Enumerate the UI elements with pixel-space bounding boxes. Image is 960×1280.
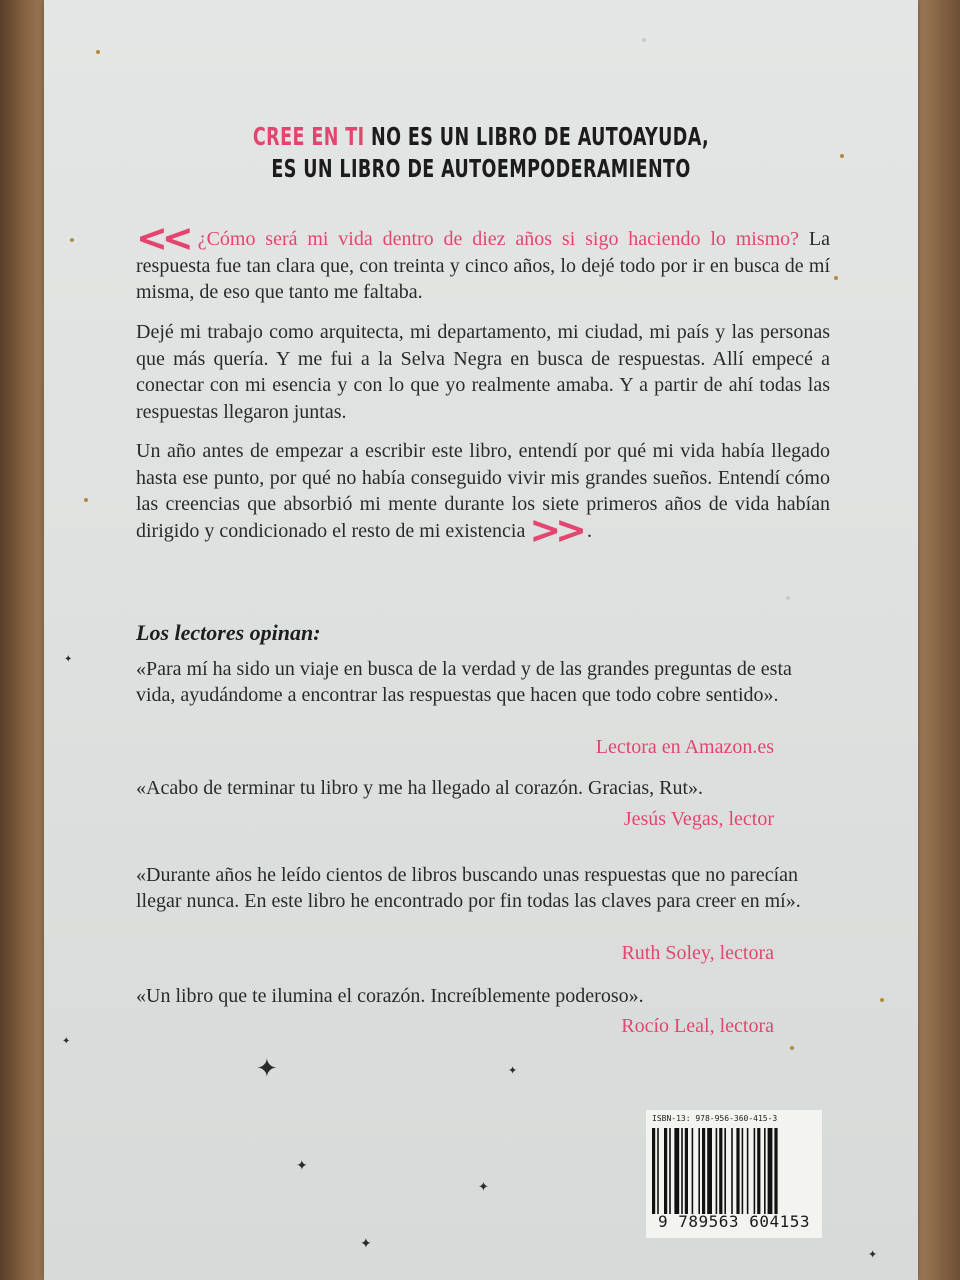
isbn-label: ISBN-13: 978-956-360-415-3	[652, 1114, 778, 1123]
barcode	[646, 1110, 822, 1238]
heading-line1-rest: NO ES UN LIBRO DE AUTOAYUDA,	[364, 122, 710, 151]
gold-dot-decoration	[70, 238, 74, 242]
open-quote-icon: <<	[136, 216, 188, 260]
barcode-bar	[742, 1128, 744, 1214]
cover-heading-line2: ES UN LIBRO DE AUTOEMPODERAMIENTO	[271, 154, 691, 183]
cover-heading-line1	[140, 122, 822, 151]
gold-dot-decoration	[642, 38, 646, 42]
gold-dot-decoration	[96, 50, 100, 54]
star-icon: ✦	[296, 1158, 308, 1174]
table-surface-left	[0, 0, 46, 1280]
barcode-bar	[731, 1128, 733, 1214]
barcode-bar	[774, 1128, 777, 1214]
review-3-text: «Durante años he leído cientos de libros buscando unas respuestas que no parecían llegar nunca. En este libro he encontrado por fin todas las claves para creer en mí».	[136, 864, 801, 912]
barcode-bar	[716, 1128, 718, 1214]
star-icon: ✦	[256, 1054, 278, 1084]
close-quote-icon: >>	[529, 507, 582, 552]
readers-section-title: Los lectores opinan:	[136, 620, 321, 645]
barcode-bar	[724, 1128, 726, 1214]
star-icon: ✦	[64, 654, 73, 665]
quote-paragraph-3	[136, 438, 830, 552]
barcode-bar	[664, 1128, 667, 1214]
barcode-bar	[736, 1128, 739, 1214]
barcode-bar	[757, 1128, 760, 1214]
quote-question: ¿Cómo será mi vida dentro de diez años si sigo haciendo lo mismo?	[197, 228, 800, 250]
barcode-bar	[657, 1128, 659, 1214]
barcode-bar	[764, 1128, 766, 1214]
barcode-bar	[719, 1128, 722, 1214]
barcode-bar	[754, 1128, 756, 1214]
star-icon: ✦	[62, 1036, 71, 1047]
barcode-bar	[747, 1128, 749, 1214]
gold-dot-decoration	[790, 1046, 794, 1050]
review-1-author: Lectora en Amazon.es	[595, 736, 774, 758]
gold-dot-decoration	[786, 596, 790, 600]
gold-dot-decoration	[880, 998, 884, 1002]
barcode-bar	[652, 1128, 655, 1214]
star-icon: ✦	[868, 1248, 878, 1261]
barcode-bar	[768, 1128, 773, 1214]
review-4-text: «Un libro que te ilumina el corazón. Increíblemente poderoso».	[136, 985, 644, 1007]
review-1-text: «Para mí ha sido un viaje en busca de la verdad y de las grandes preguntas de esta vida, ayudándome a encontrar las respuestas que hacen que todo cobre sentido».	[136, 658, 792, 706]
review-2-author: Jesús Vegas, lector	[623, 808, 774, 830]
gold-dot-decoration	[84, 498, 88, 502]
barcode-bar	[692, 1128, 694, 1214]
gold-dot-decoration	[834, 276, 838, 280]
quote-end: .	[587, 519, 593, 542]
star-icon: ✦	[508, 1064, 518, 1077]
book-back-cover	[44, 0, 918, 1280]
isbn-number: 9 789563 604153	[658, 1212, 810, 1231]
barcode-bar	[702, 1128, 705, 1214]
barcode-bar	[707, 1128, 712, 1214]
barcode-bar	[674, 1128, 679, 1214]
barcode-bar	[685, 1128, 688, 1214]
table-surface-right	[916, 0, 960, 1280]
review-2-text: «Acabo de terminar tu libro y me ha llegado al corazón. Gracias, Rut».	[136, 777, 704, 799]
quote-p3-text: Un año antes de empezar a escribir este libro, entendí por qué mi vida había llegado hasta ese punto, por qué no había conseguido vivir mis grandes sueños. Entendí cómo las creencias que absorbió mi mente durante los siete primeros años de vida habían dirigido y condicionado el resto de mi existencia	[136, 440, 830, 542]
quote-p1-rest: La respuesta fue tan clara que, con treinta y cinco años, lo dejé todo por ir en busca de mí misma, de eso que tanto me faltaba.	[136, 228, 831, 303]
quote-paragraph-1	[136, 216, 831, 306]
book-title-highlight: CREE EN TI	[252, 122, 365, 151]
barcode-bar	[698, 1128, 700, 1214]
barcode-bars-icon	[652, 1128, 816, 1214]
review-3-author: Ruth Soley, lectora	[621, 942, 774, 964]
quote-paragraph-2: Dejé mi trabajo como arquitecta, mi departamento, mi ciudad, mi país y las personas que más quería. Y me fui a la Selva Negra en busca de respuestas. Allí empecé a conectar con mi esencia y con lo que yo realmente amaba. Y a partir de ahí todas las respuestas llegaron juntas.	[136, 321, 830, 423]
gold-dot-decoration	[840, 154, 844, 158]
star-icon: ✦	[478, 1180, 489, 1195]
barcode-bar	[669, 1128, 671, 1214]
review-4-author: Rocío Leal, lectora	[621, 1015, 774, 1037]
star-icon: ✦	[360, 1236, 372, 1252]
barcode-bar	[681, 1128, 683, 1214]
